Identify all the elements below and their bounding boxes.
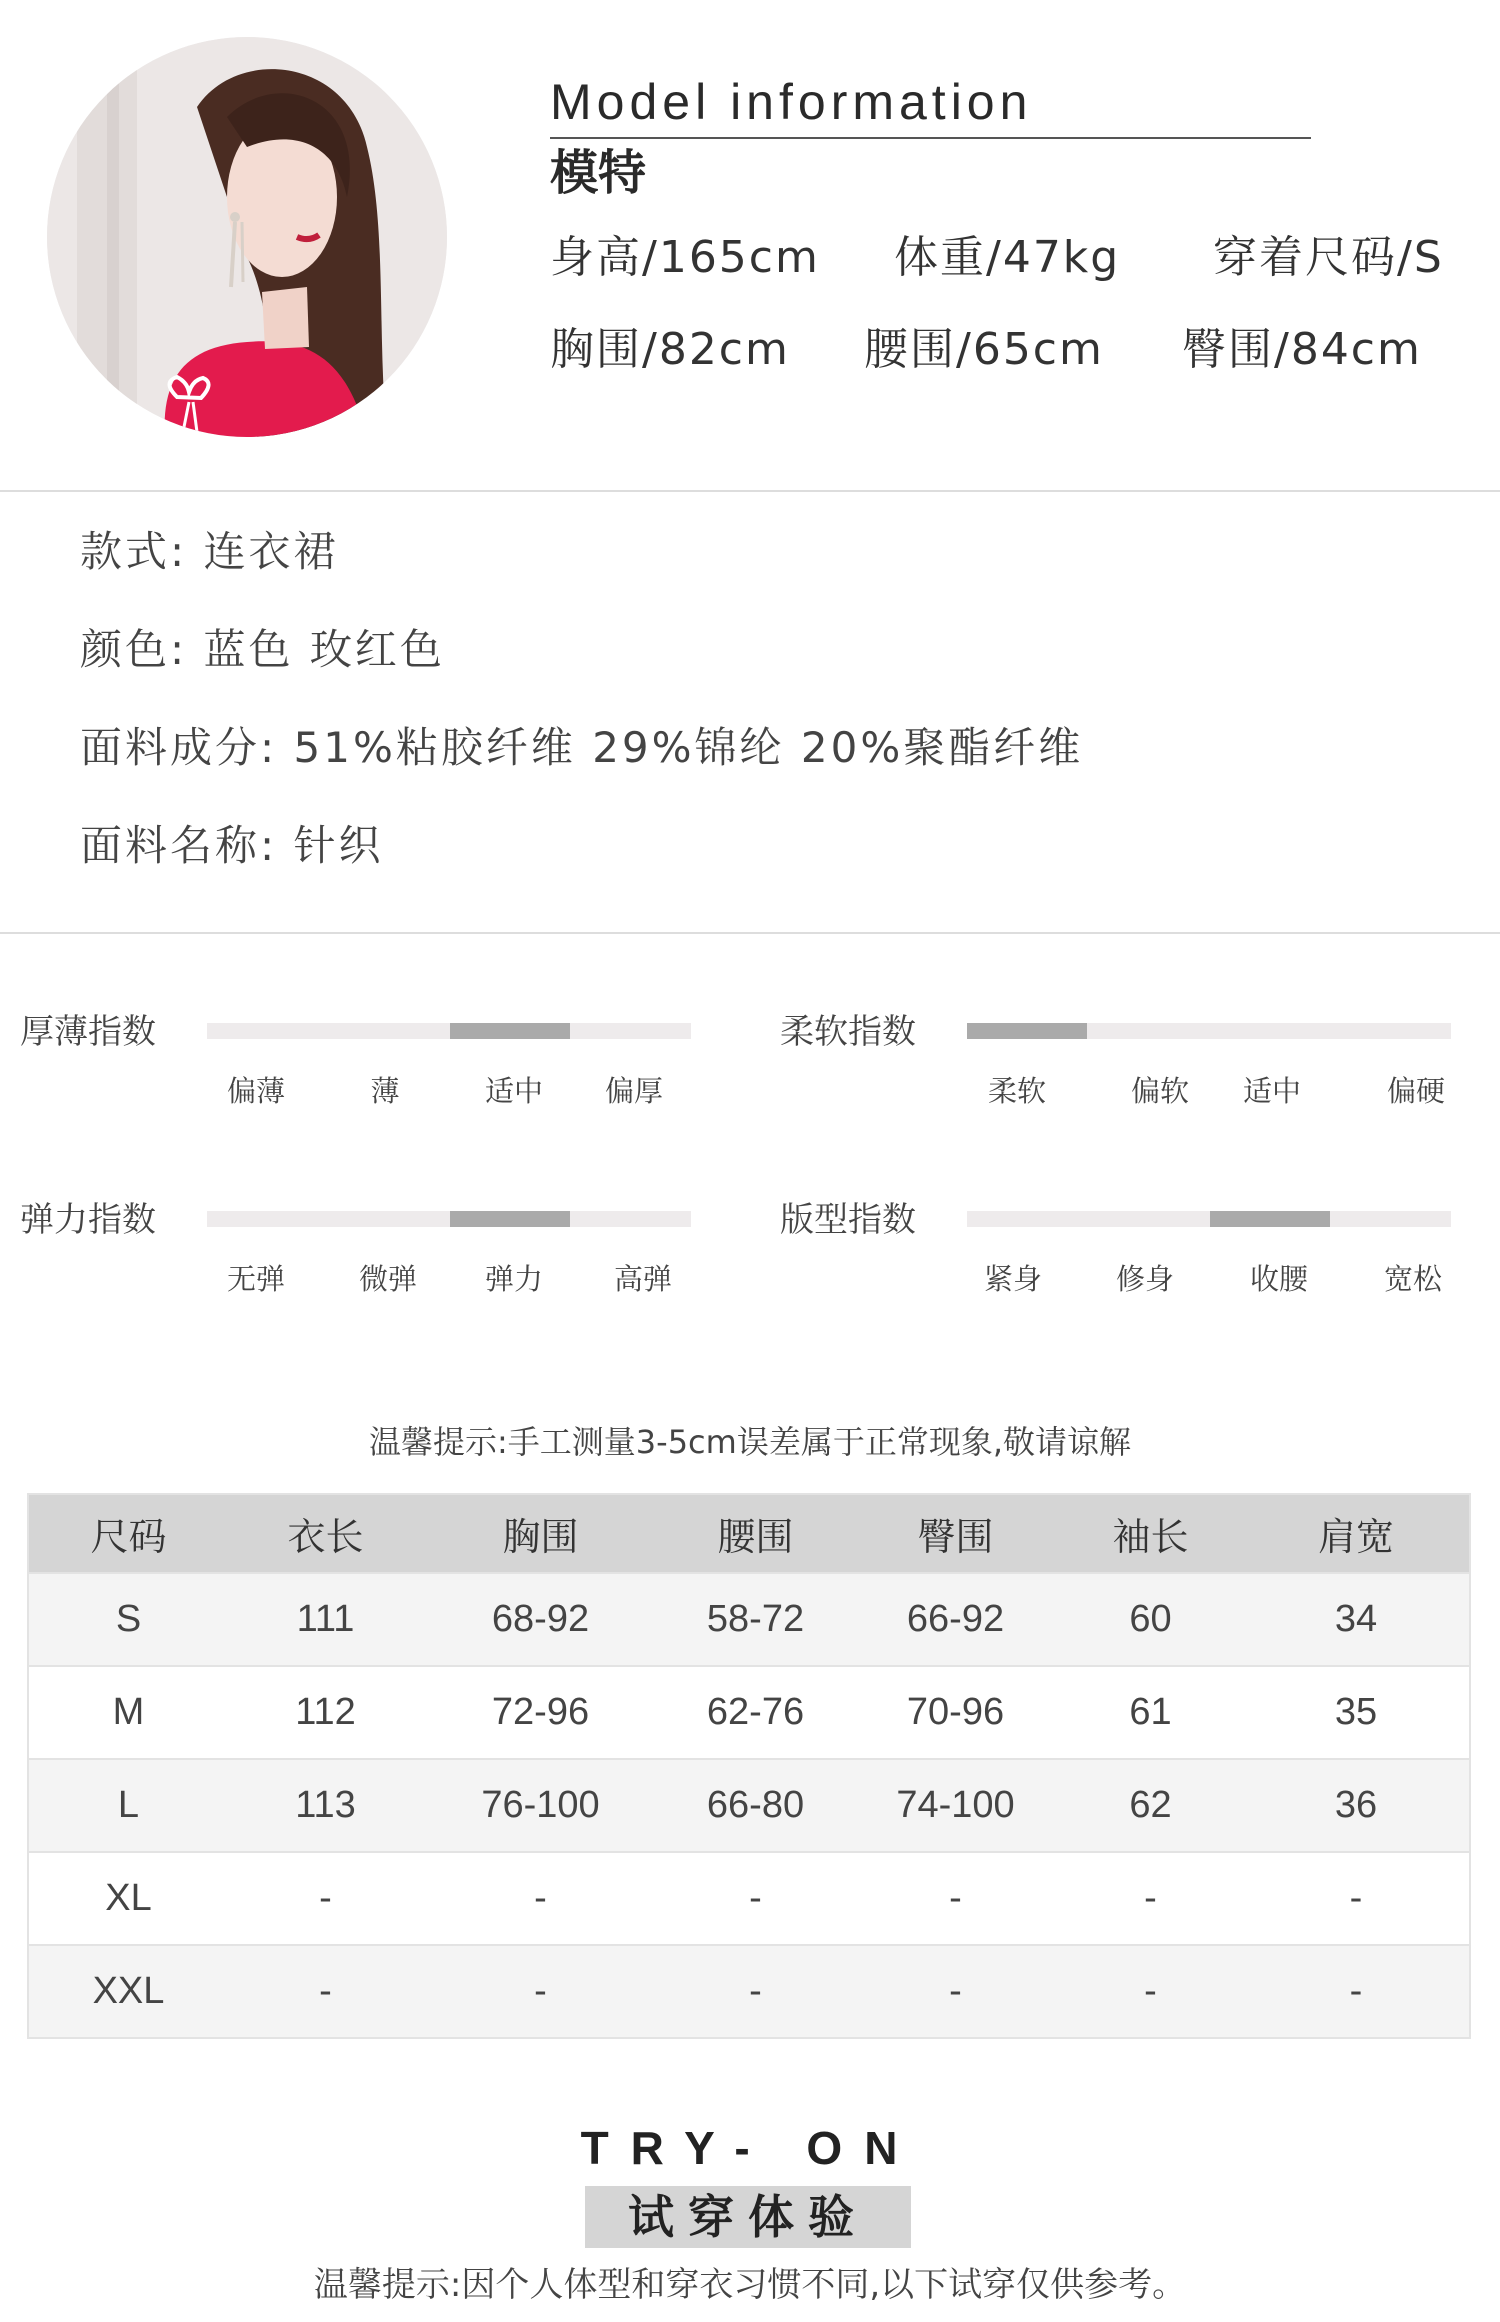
heading-divider bbox=[550, 137, 1311, 139]
table-cell: - bbox=[1058, 1852, 1243, 1945]
fit-label-2: 修身 bbox=[1115, 1262, 1175, 1296]
tryon-note: 温馨提示:因个人体型和穿衣习惯不同,以下试穿仅供参考。 bbox=[313, 2265, 1187, 2305]
model-hip: 臀围/84cm bbox=[1182, 324, 1422, 375]
detail-composition: 面料成分: 51%粘胶纤维 29%锦纶 20%聚酯纤维 bbox=[80, 723, 1084, 772]
fit-label-1: 紧身 bbox=[983, 1262, 1043, 1296]
model-heading-cn: 模特 bbox=[550, 145, 647, 201]
model-waist: 腰围/65cm bbox=[864, 324, 1104, 375]
detail-style: 款式: 连衣裙 bbox=[80, 527, 339, 576]
table-cell: 62-76 bbox=[658, 1666, 853, 1759]
elasticity-label-1: 无弹 bbox=[226, 1262, 286, 1296]
col-header-size: 尺码 bbox=[28, 1494, 228, 1573]
table-row bbox=[28, 1573, 1470, 1666]
table-row bbox=[28, 1666, 1470, 1759]
table-header-row bbox=[28, 1494, 1470, 1573]
table-cell: 62 bbox=[1058, 1759, 1243, 1852]
elasticity-index-track bbox=[207, 1211, 691, 1227]
elasticity-label-2: 微弹 bbox=[358, 1262, 418, 1296]
table-cell: 74-100 bbox=[853, 1759, 1058, 1852]
table-cell: S bbox=[28, 1573, 228, 1666]
col-header-bust: 胸围 bbox=[423, 1494, 658, 1573]
softness-label-4: 偏硬 bbox=[1386, 1074, 1446, 1108]
col-header-shoulder: 肩宽 bbox=[1243, 1494, 1470, 1573]
table-cell: 61 bbox=[1058, 1666, 1243, 1759]
table-row bbox=[28, 1852, 1470, 1945]
thickness-index-fill bbox=[450, 1023, 570, 1039]
table-cell: - bbox=[853, 1852, 1058, 1945]
thickness-label-3: 适中 bbox=[484, 1074, 544, 1108]
table-cell: - bbox=[228, 1945, 423, 2038]
table-cell: L bbox=[28, 1759, 228, 1852]
model-size-worn: 穿着尺码/S bbox=[1213, 232, 1444, 283]
table-cell: 113 bbox=[228, 1759, 423, 1852]
softness-index-track bbox=[967, 1023, 1451, 1039]
table-cell: 66-80 bbox=[658, 1759, 853, 1852]
table-cell: 34 bbox=[1243, 1573, 1470, 1666]
detail-color: 颜色: 蓝色 玫红色 bbox=[80, 625, 445, 674]
table-cell: - bbox=[228, 1852, 423, 1945]
table-cell: - bbox=[658, 1945, 853, 2038]
table-cell: 112 bbox=[228, 1666, 423, 1759]
table-cell: - bbox=[423, 1945, 658, 2038]
softness-label-3: 适中 bbox=[1242, 1074, 1302, 1108]
table-cell: 70-96 bbox=[853, 1666, 1058, 1759]
table-cell: 35 bbox=[1243, 1666, 1470, 1759]
tryon-heading-cn: 试穿体验 bbox=[585, 2186, 911, 2248]
col-header-length: 衣长 bbox=[228, 1494, 423, 1573]
size-chart-table bbox=[27, 1493, 1471, 2039]
model-height: 身高/165cm bbox=[550, 232, 820, 283]
table-cell: M bbox=[28, 1666, 228, 1759]
table-cell: 72-96 bbox=[423, 1666, 658, 1759]
thickness-index-track bbox=[207, 1023, 691, 1039]
softness-label-2: 偏软 bbox=[1130, 1074, 1190, 1108]
model-photo-illustration bbox=[47, 37, 447, 437]
table-cell: 66-92 bbox=[853, 1573, 1058, 1666]
elasticity-index-fill bbox=[450, 1211, 570, 1227]
table-row bbox=[28, 1945, 1470, 2038]
table-cell: - bbox=[1058, 1945, 1243, 2038]
thickness-label-4: 偏厚 bbox=[604, 1074, 664, 1108]
fit-label-4: 宽松 bbox=[1383, 1262, 1443, 1296]
table-cell: - bbox=[1243, 1945, 1470, 2038]
table-cell: 60 bbox=[1058, 1573, 1243, 1666]
table-cell: 36 bbox=[1243, 1759, 1470, 1852]
table-cell: - bbox=[853, 1945, 1058, 2038]
thickness-label-1: 偏薄 bbox=[226, 1074, 286, 1108]
col-header-sleeve: 袖长 bbox=[1058, 1494, 1243, 1573]
measurement-note: 温馨提示:手工测量3-5cm误差属于正常现象,敬请谅解 bbox=[369, 1423, 1131, 1461]
elasticity-label-4: 高弹 bbox=[613, 1262, 673, 1296]
tryon-heading-en: TRY- ON bbox=[580, 2122, 920, 2174]
col-header-waist: 腰围 bbox=[658, 1494, 853, 1573]
table-row bbox=[28, 1759, 1470, 1852]
elasticity-index-title: 弹力指数 bbox=[20, 1200, 156, 1240]
model-weight: 体重/47kg bbox=[894, 232, 1121, 283]
table-cell: 111 bbox=[228, 1573, 423, 1666]
section-divider bbox=[0, 932, 1500, 934]
table-cell: 76-100 bbox=[423, 1759, 658, 1852]
elasticity-label-3: 弹力 bbox=[484, 1262, 544, 1296]
table-cell: 68-92 bbox=[423, 1573, 658, 1666]
fit-index-track bbox=[967, 1211, 1451, 1227]
softness-label-1: 柔软 bbox=[987, 1074, 1047, 1108]
detail-fabric-name: 面料名称: 针织 bbox=[80, 821, 384, 870]
fit-index-fill bbox=[1210, 1211, 1330, 1227]
section-divider bbox=[0, 490, 1500, 492]
col-header-hip: 臀围 bbox=[853, 1494, 1058, 1573]
table-cell: - bbox=[658, 1852, 853, 1945]
table-cell: - bbox=[423, 1852, 658, 1945]
thickness-label-2: 薄 bbox=[370, 1074, 400, 1108]
table-cell: - bbox=[1243, 1852, 1470, 1945]
softness-index-fill bbox=[967, 1023, 1087, 1039]
table-cell: XXL bbox=[28, 1945, 228, 2038]
fit-index-title: 版型指数 bbox=[780, 1200, 916, 1240]
table-cell: 58-72 bbox=[658, 1573, 853, 1666]
fit-label-3: 收腰 bbox=[1249, 1262, 1309, 1296]
softness-index-title: 柔软指数 bbox=[780, 1012, 916, 1052]
model-bust: 胸围/82cm bbox=[550, 324, 790, 375]
model-info-heading: Model information bbox=[550, 74, 1033, 130]
model-photo bbox=[47, 37, 447, 437]
table-cell: XL bbox=[28, 1852, 228, 1945]
thickness-index-title: 厚薄指数 bbox=[20, 1012, 156, 1052]
